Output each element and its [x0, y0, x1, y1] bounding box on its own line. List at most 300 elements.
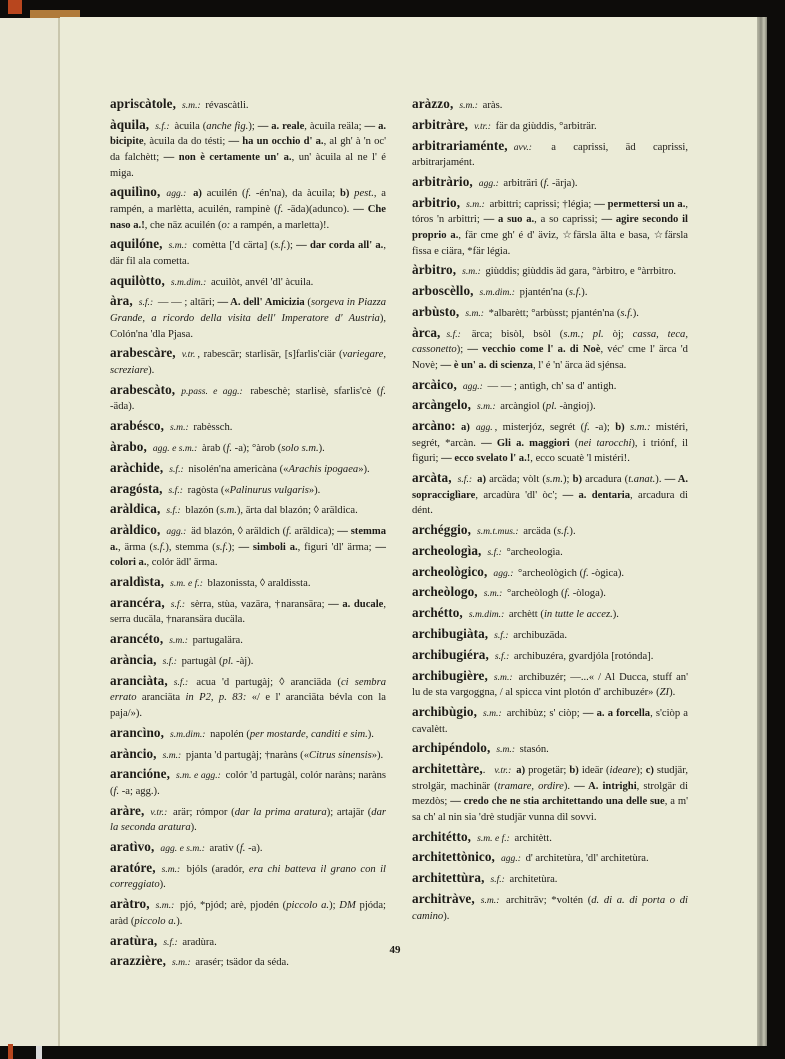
bold-phrase: — vecchio come l' a. di Noè [467, 344, 601, 356]
dictionary-entry [412, 325, 688, 374]
italic-note: s.m. [219, 505, 237, 517]
italic-note: s.m.; pl. [563, 328, 604, 340]
headword: aragósta, [110, 480, 163, 496]
bold-phrase: — a. bicipite [110, 120, 387, 148]
dictionary-entry [412, 304, 688, 322]
italic-note: Palinurus vulgaris [229, 484, 309, 496]
dictionary-entry [412, 829, 688, 847]
dictionary-entry [412, 584, 688, 602]
italic-note: d. di a. di porta o di camino [412, 895, 688, 922]
grammar-label: v.tr.: [494, 765, 512, 777]
bold-phrase: — a. a forcella [582, 707, 651, 719]
grammar-label: s.f.: [487, 546, 502, 558]
definition-text: ); [286, 240, 297, 252]
headword: arancióne, [110, 766, 170, 782]
dictionary-entry [110, 236, 386, 269]
definition-text: architetùra. [506, 874, 558, 886]
definition-text: arcäda; vòlt ( [485, 474, 546, 486]
definition-text: -a); [589, 422, 616, 434]
italic-note: f. [277, 203, 284, 215]
definition-text: -àj). [233, 656, 254, 667]
grammar-label: s.f.: [173, 676, 189, 688]
italic-note: f. [239, 843, 246, 855]
bold-phrase: — è un' a. di scienza [440, 359, 533, 371]
dictionary-entry [110, 184, 386, 233]
definition-text: -äda). [110, 401, 135, 413]
italic-note: f. [286, 526, 292, 538]
dictionary-entry [412, 262, 688, 280]
dictionary-entry [110, 673, 386, 722]
dictionary-entry [110, 746, 386, 764]
bold-phrase: — permettersi un a. [594, 198, 686, 210]
definition-text: ). [563, 780, 575, 792]
bold-phrase: — agire secondo il proprio a. [412, 214, 688, 241]
grammar-label: s.m.: [493, 671, 513, 683]
bold-phrase: — simboli a. [238, 541, 298, 553]
definition-text: , fär cme gh' é d' äviz, ☆färsla älta e basa, ☆färsla fissa e ciära, *fär légia. [412, 229, 688, 257]
grammar-label: v.tr. [181, 349, 196, 361]
headword: archétto, [412, 605, 463, 621]
headword: architettùra, [412, 870, 485, 886]
definition-text: , s'ciòp a cavalètt. [412, 707, 688, 735]
definition-text: ideär ( [578, 765, 610, 777]
dictionary-entry [110, 460, 386, 478]
grammar-label: s.m.: [483, 588, 503, 600]
headword: archibugière, [412, 667, 488, 683]
grammar-label: s.m. e agg.: [175, 770, 221, 782]
dictionary-entry [110, 839, 386, 857]
italic-note: tramare, ordire [497, 780, 564, 792]
definition-text: bjóls (aradór, [182, 863, 249, 875]
headword: aràldico, [110, 522, 161, 538]
bold-phrase: — colori a. [110, 541, 386, 569]
italic-note: dar la seconda aratura [110, 806, 386, 834]
definition-text: pjanta 'd partugàj; †naràns (« [183, 749, 310, 761]
definition-text: ); [329, 900, 340, 912]
definition-text: , a m' sa ch' al nin sia 'drè studjär vunna dìl sovvi. [412, 796, 689, 823]
definition-text: — — ; altäri; [155, 297, 218, 309]
dictionary-entry [110, 574, 386, 592]
headword: àra, [110, 293, 133, 309]
definition-text: -a; agg.). [119, 785, 160, 797]
definition-text: , rabescär; starlisär, [s]farlis'ciär ( [197, 349, 343, 361]
page-number: 49 [389, 944, 401, 956]
dictionary-entry [110, 725, 386, 743]
grammar-label: s.m.dim.: [170, 728, 206, 740]
headword: aquilòtto, [110, 272, 165, 288]
grammar-label: s.m.: [477, 401, 496, 413]
page-corner [36, 1046, 42, 1059]
bold-phrase: — A. intrighi [574, 780, 637, 792]
dictionary-entry [110, 522, 386, 571]
italic-note: per mostarde, canditi e sim. [249, 728, 368, 740]
definition-text: blazón ( [182, 505, 220, 517]
grammar-label: p.pass. e agg.: [181, 385, 243, 397]
italic-note: s.f. [153, 541, 166, 553]
headword: àrbitro, [412, 262, 457, 278]
definition-text: . [482, 765, 489, 777]
definition-text: -ògica). [588, 567, 625, 579]
definition-text: ). [669, 687, 676, 699]
grammar-label: s.m.: [496, 744, 516, 756]
definition-text: , serra ducäla, †naransära ducäla. [110, 598, 386, 626]
definition-text: àrab ( [199, 442, 227, 454]
italic-note: in tutte le accez. [543, 609, 613, 621]
definition-text: aràs. [480, 100, 503, 111]
bold-phrase: a) [477, 474, 486, 486]
dictionary-entry [412, 605, 688, 623]
headword: arabésco, [110, 418, 165, 434]
dictionary-entry [412, 174, 688, 192]
headword: apriscàtole, [110, 96, 177, 111]
dictionary-entry [412, 543, 688, 561]
definition-text: , tóros 'n arbittri; [412, 198, 689, 226]
italic-note: era chi batteva il grano con il correggiato [110, 863, 387, 891]
definition-text: progetär; [525, 765, 570, 777]
dictionary-entry [412, 138, 688, 171]
definition-text: arcadura ( [582, 474, 629, 486]
definition-text: ), Colón'na 'dla Pjasa. [110, 313, 386, 340]
definition-text: arbiträri ( [500, 177, 544, 189]
dictionary-entry [412, 626, 688, 644]
previous-page-edge [0, 18, 60, 1046]
bold-phrase: — stemma a. [110, 526, 386, 553]
grammar-label: v.tr.: [474, 120, 491, 132]
italic-note: s.m. [545, 474, 563, 486]
definition-text: aranciäta [136, 692, 186, 704]
grammar-label: s.f.: [155, 120, 170, 132]
headword: archipéndolo, [412, 740, 491, 756]
definition-text: , arcadura di dént. [412, 489, 688, 517]
bold-phrase: — a. dentaria [562, 489, 631, 501]
definition-text: -äda)(adunco). [283, 203, 354, 215]
headword: archibùgio, [412, 703, 477, 719]
definition-text: ); [562, 474, 573, 486]
bold-phrase: — Gli a. maggiori [481, 437, 570, 449]
definition-text: pjó, *pjód; arè, pjodén ( [176, 900, 287, 912]
definition-text: colór 'd partugàl, colór naràns; naràns ( [110, 770, 387, 797]
headword: arcàta, [412, 470, 452, 486]
bold-phrase: — A. sopracciglìare [412, 474, 689, 501]
definition-text: sèrra, stùa, vazära, †naransära; [187, 598, 329, 610]
ribbon-bookmark-top [8, 0, 22, 14]
grammar-label: s.m.dim.: [170, 276, 207, 288]
definition-text: , colór ädl' ärma. [146, 557, 218, 569]
italic-note: pest. [354, 188, 374, 200]
grammar-label: s.f.: [168, 484, 183, 496]
headword: arancéto, [110, 631, 164, 647]
grammar-label: s.m.t.mus.: [477, 526, 519, 538]
grammar-label: s.m.: [182, 100, 201, 111]
italic-note: f. [380, 385, 386, 397]
headword: archeològico, [412, 563, 488, 579]
definition-text: ). [367, 728, 374, 740]
definition-text: ). [632, 307, 639, 319]
grammar-label: s.m.: [162, 749, 182, 761]
italic-note: nei tarocchi [578, 437, 632, 449]
dictionary-entry [412, 283, 688, 301]
grammar-label: s.m.: [465, 307, 484, 319]
definition-text: , un' àcuila al ne l' é miga. [110, 151, 387, 179]
definition-text: arbittri; caprissi; †légia; [486, 198, 595, 210]
bold-phrase: — ha un occhio d' a. [228, 136, 324, 148]
definition-text: fär da giùddis, °arbiträr. [492, 120, 597, 132]
grammar-label: s.f.: [169, 463, 184, 475]
grammar-label: s.f.: [138, 297, 154, 309]
headword: arabescàre, [110, 345, 176, 361]
italic-note: o: [221, 219, 231, 231]
definition-text: -a); °àrob ( [232, 442, 282, 454]
italic-note: f. [245, 188, 252, 200]
definition-text: , ärma ( [117, 541, 153, 553]
headword: aratìvo, [110, 839, 155, 855]
definition-text: -én'na), da àcuila; [251, 188, 340, 200]
dictionary-entry [110, 117, 386, 181]
definition-text: ärca; bisòl, bsòl ( [462, 328, 564, 340]
definition-text: ); [636, 765, 646, 777]
bold-phrase: b) [615, 422, 625, 434]
dictionary-entry [110, 273, 386, 291]
dictionary-entry [110, 595, 386, 628]
dictionary-entry [110, 293, 386, 342]
grammar-label: s.m.: [459, 100, 478, 111]
definition-text: , véc' cme l' ärca 'd Novè; [412, 344, 688, 371]
dictionary-entry [412, 117, 688, 135]
italic-note: Arachis ipogaea [288, 463, 359, 475]
definition-text: °archeològich ( [515, 567, 584, 579]
headword: architettàre, [412, 761, 483, 777]
dictionary-entry [110, 803, 386, 836]
italic-note: ZI [659, 687, 670, 699]
italic-note: s.f. [274, 240, 287, 252]
definition-text: ). [148, 365, 155, 377]
bold-phrase: — a suo a. [483, 214, 535, 226]
italic-note: f. [543, 177, 550, 189]
italic-note: f. [113, 785, 120, 797]
dictionary-entry [412, 668, 688, 701]
dictionary-entry [412, 418, 688, 467]
headword: aquilóne, [110, 236, 163, 252]
italic-note: s.f. [568, 287, 582, 299]
dictionary-entry [412, 704, 688, 737]
definition-text: stasón. [517, 744, 549, 756]
definition-text: , där fil ala cometta. [110, 240, 386, 267]
headword: aratùra, [110, 932, 158, 948]
dictionary-entry [110, 418, 386, 436]
headword: arancéra, [110, 594, 165, 610]
definition-text: »). [308, 484, 321, 496]
dictionary-entry [412, 522, 688, 540]
bold-phrase: — dar corda all' a. [296, 240, 384, 252]
grammar-label: s.m.: [169, 635, 188, 647]
definition-text: ragòsta (« [184, 484, 230, 496]
italic-note: DM [339, 900, 356, 912]
dictionary-entry [412, 740, 688, 758]
definition-text: ); [248, 120, 258, 132]
dictionary-entry [110, 766, 386, 799]
headword: arboscèllo, [412, 283, 474, 299]
left-column [110, 96, 386, 974]
headword: arbùsto, [412, 303, 460, 319]
definition-text: ). [581, 287, 588, 299]
headword: àquila, [110, 116, 150, 132]
definition-text: , figuri 'dl' ärma; [297, 541, 376, 553]
definition-text: ). [443, 910, 450, 922]
bold-phrase: — ecco svelato l' a.! [441, 453, 531, 465]
definition-text: a rampén, a marletta)!. [230, 219, 330, 231]
definition-text: , àcuila reäla; [304, 120, 365, 132]
headword: arància, [110, 652, 157, 667]
headword: architràve, [412, 891, 475, 906]
grammar-label: s.m.dim.: [468, 609, 505, 621]
definition-text: , ecco scuatè 'l mistéri!. [530, 453, 630, 465]
definition-text: archibuzéra, gvardjóla [rotónda]. [511, 650, 654, 662]
dictionary-entry [412, 761, 688, 825]
definition-text: , strolgär di mezdòs; [412, 780, 689, 808]
definition-text: ( [569, 437, 579, 449]
definition-text: arär; rómpor ( [169, 806, 235, 818]
definition-text: napolén ( [207, 728, 250, 740]
definition-text: giùddis; giùddis äd gara, °àrbitro, e °àrrbitro. [482, 266, 677, 278]
definition-text: architräv; *voltén ( [501, 895, 592, 906]
definition-text: partugàl ( [178, 656, 223, 667]
dictionary-entry [110, 631, 386, 649]
dictionary-entry [110, 860, 386, 893]
grammar-label: avv.: [513, 141, 532, 153]
headword: aràre, [110, 802, 145, 818]
grammar-label: s.f.: [494, 650, 510, 662]
dictionary-entry [412, 564, 688, 582]
definition-text: , misterjóz, segrét ( [494, 422, 585, 434]
dictionary-entry [110, 382, 386, 415]
grammar-label: v.tr.: [150, 806, 168, 818]
grammar-label: s.f.: [162, 656, 177, 667]
definition-text: aräldica); [291, 526, 338, 538]
definition-text: d' architetùra, 'dl' architetùra. [522, 853, 649, 865]
definition-text: -a). [245, 843, 263, 855]
bold-phrase: — a. reale [257, 120, 305, 132]
dictionary-entry [110, 896, 386, 929]
dictionary-entry [412, 891, 688, 924]
definition-text: ); [228, 541, 239, 553]
bold-phrase: — a. ducale [328, 598, 384, 610]
definition-text: ). [176, 915, 183, 927]
definition-text: architètt. [511, 832, 552, 844]
italic-note: s.f. [557, 526, 570, 538]
dictionary-entry [110, 953, 386, 971]
definition-text: , l' é 'n' ärca äd sjénsa. [532, 359, 627, 371]
definition-text: ), i triónf, il figuri; [412, 437, 688, 465]
definition-text: rabeschè; starlisè, sfarlis'cè ( [244, 385, 381, 397]
headword: architétto, [412, 828, 472, 844]
grammar-label: agg.: [462, 380, 483, 392]
headword: aranciàta, [110, 672, 168, 688]
italic-note: piccolo a. [286, 900, 330, 912]
italic-note: f. [226, 442, 233, 454]
definition-text: äd blazón, ◊ aräldich ( [188, 526, 287, 538]
definition-text: pjantén'na ( [517, 287, 569, 299]
italic-note: dar la prima aratura [234, 806, 327, 818]
headword: araldìsta, [110, 574, 165, 590]
dictionary-entry [412, 470, 688, 519]
headword: aratóre, [110, 859, 156, 875]
definition-text: °archeòlogh ( [504, 588, 565, 600]
definition-text: «/ e l' aranciäta bévla con la paja/»). [110, 692, 386, 719]
definition-text: °archeologìa. [503, 546, 563, 558]
headword: arcàno: [412, 418, 456, 434]
headword: arazzière, [110, 953, 167, 969]
definition-text: mistéri, segrét, *arcàn. [412, 422, 688, 449]
definition-text: studjär, strolgär, machinär ( [412, 765, 688, 792]
definition-text: , a rampén, a marlètta, acuilén, rampinè ( [110, 188, 386, 215]
dictionary-entry [110, 481, 386, 499]
grammar-label: s.m.: [466, 198, 485, 210]
grammar-label: agg.: [166, 526, 187, 538]
definition-text: »). [358, 463, 370, 475]
definition-text: rabèssch. [190, 422, 233, 434]
definition-text: arcàngiol ( [497, 401, 546, 413]
definition-text: aradùra. [179, 936, 217, 948]
dictionary-entry [110, 501, 386, 519]
headword: arbitrariaménte, [412, 137, 508, 153]
definition-text: comètta ['d cärta] ( [189, 240, 275, 252]
dictionary-entry [412, 870, 688, 888]
headword: arbitràrio, [412, 173, 473, 189]
grammar-label: s.m. e f.: [477, 832, 510, 844]
grammar-label: s.f.: [166, 505, 181, 517]
italic-note: f. [584, 422, 590, 434]
dictionary-entry [110, 96, 386, 114]
definition-text: ); [456, 344, 468, 356]
definition-text: , àcuila da do tésti; [143, 136, 229, 148]
dictionary-entry [412, 647, 688, 665]
grammar-label: s.f.: [490, 874, 505, 886]
definition-text: ). [318, 442, 325, 454]
dictionary-entry [412, 377, 688, 395]
definition-text: àcuila ( [171, 120, 207, 132]
grammar-label: s.f.: [170, 598, 186, 610]
definition-text: -ärja). [549, 177, 578, 189]
definition-text: archibùz; s' ciòp; [503, 707, 583, 719]
italic-note: piccolo a. [134, 915, 177, 927]
italic-note: Citrus sinensis [309, 749, 372, 761]
grammar-label: agg.: [166, 188, 187, 200]
headword: archibugiàta, [412, 626, 489, 641]
grammar-label: s.f.: [163, 936, 178, 948]
dictionary-entry [110, 345, 386, 378]
bold-phrase: a) [516, 765, 526, 777]
definition-text: ). [655, 474, 665, 486]
definition-text: aratìv ( [206, 843, 240, 855]
grammar-label: s.m.dim.: [479, 287, 515, 299]
headword: aràtro, [110, 896, 150, 912]
bold-phrase: — credo che ne stia architettando una delle sue [450, 796, 665, 808]
dictionary-entry [412, 849, 688, 867]
grammar-label: s.m. e f.: [170, 578, 203, 590]
definition-text: -àngioj). [556, 401, 596, 413]
italic-note: solo s.m. [281, 442, 319, 454]
headword: àrabo, [110, 438, 147, 454]
grammar-label: s.m.: [172, 957, 191, 969]
grammar-label: agg. e s.m.: [160, 843, 205, 855]
headword: archéggio, [412, 522, 471, 538]
definition-text: ). [612, 609, 619, 621]
ribbon-bookmark-bottom [8, 1044, 13, 1059]
dictionary-entry [412, 96, 688, 114]
italic-note: cassa, teca, cassonetto [412, 328, 688, 356]
definition-text: ). [190, 822, 197, 834]
italic-note: t.anat. [628, 474, 656, 486]
